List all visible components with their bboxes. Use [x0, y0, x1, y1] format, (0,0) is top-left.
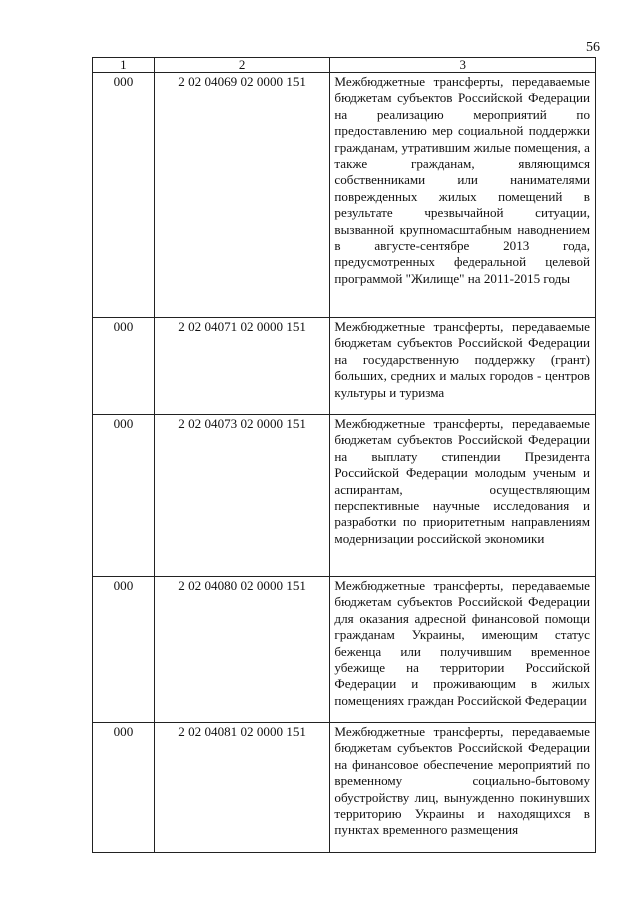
description-cell: Межбюджетные трансферты, передаваемые бюджетам субъектов Российской Федерации на государственную поддержку (грант) больших, средних и малых городов - центров культуры и туризма — [330, 318, 596, 415]
kbk-code-cell: 2 02 04069 02 0000 151 — [154, 73, 330, 318]
kbk-code-cell: 2 02 04081 02 0000 151 — [154, 723, 330, 853]
kbk-code-cell: 2 02 04080 02 0000 151 — [154, 577, 330, 723]
header-row — [93, 58, 596, 73]
admin-code-cell: 000 — [93, 318, 155, 415]
page-number: 56 — [586, 40, 600, 55]
admin-code-cell: 000 — [93, 577, 155, 723]
table-row — [93, 415, 596, 577]
description-cell: Межбюджетные трансферты, передаваемые бюджетам субъектов Российской Федерации на выплату стипендии Президента Российской Федерации молодым ученым и аспирантам, осуществляющим перспективные научные исследования и разработки по приоритетным направлениям модернизации российской экономики — [330, 415, 596, 577]
table-row — [93, 723, 596, 853]
table-row — [93, 577, 596, 723]
column-header-1: 1 — [93, 58, 155, 73]
kbk-code-cell: 2 02 04071 02 0000 151 — [154, 318, 330, 415]
column-header-2: 2 — [154, 58, 330, 73]
budget-classification-table — [92, 57, 596, 853]
column-header-3: 3 — [330, 58, 596, 73]
description-cell: Межбюджетные трансферты, передаваемые бюджетам субъектов Российской Федерации на финансовое обеспечение мероприятий по временному социально-бытовому обустройству лиц, вынужденно покинувших территорию Украины и находящихся в пунктах временного размещения — [330, 723, 596, 853]
admin-code-cell: 000 — [93, 415, 155, 577]
kbk-code-cell: 2 02 04073 02 0000 151 — [154, 415, 330, 577]
admin-code-cell: 000 — [93, 723, 155, 853]
table-row — [93, 318, 596, 415]
description-cell: Межбюджетные трансферты, передаваемые бюджетам субъектов Российской Федерации на реализацию мероприятий по предоставлению мер социальной поддержки гражданам, утратившим жилые помещения, а также гражданам, являющимся собственниками или нанимателями поврежденных жилых помещений в результате чрезвычайной ситуации, вызванной крупномасштабным наводнением в августе-сентябре 2013 года, предусмотренных федеральной целевой программой "Жилище" на 2011-2015 годы — [330, 73, 596, 318]
table-row — [93, 73, 596, 318]
admin-code-cell: 000 — [93, 73, 155, 318]
description-cell: Межбюджетные трансферты, передаваемые бюджетам субъектов Российской Федерации для оказания адресной финансовой помощи гражданам Украины, имеющим статус беженца или получившим временное убежище на территории Российской Федерации и проживающим в жилых помещениях граждан Российской Федерации — [330, 577, 596, 723]
